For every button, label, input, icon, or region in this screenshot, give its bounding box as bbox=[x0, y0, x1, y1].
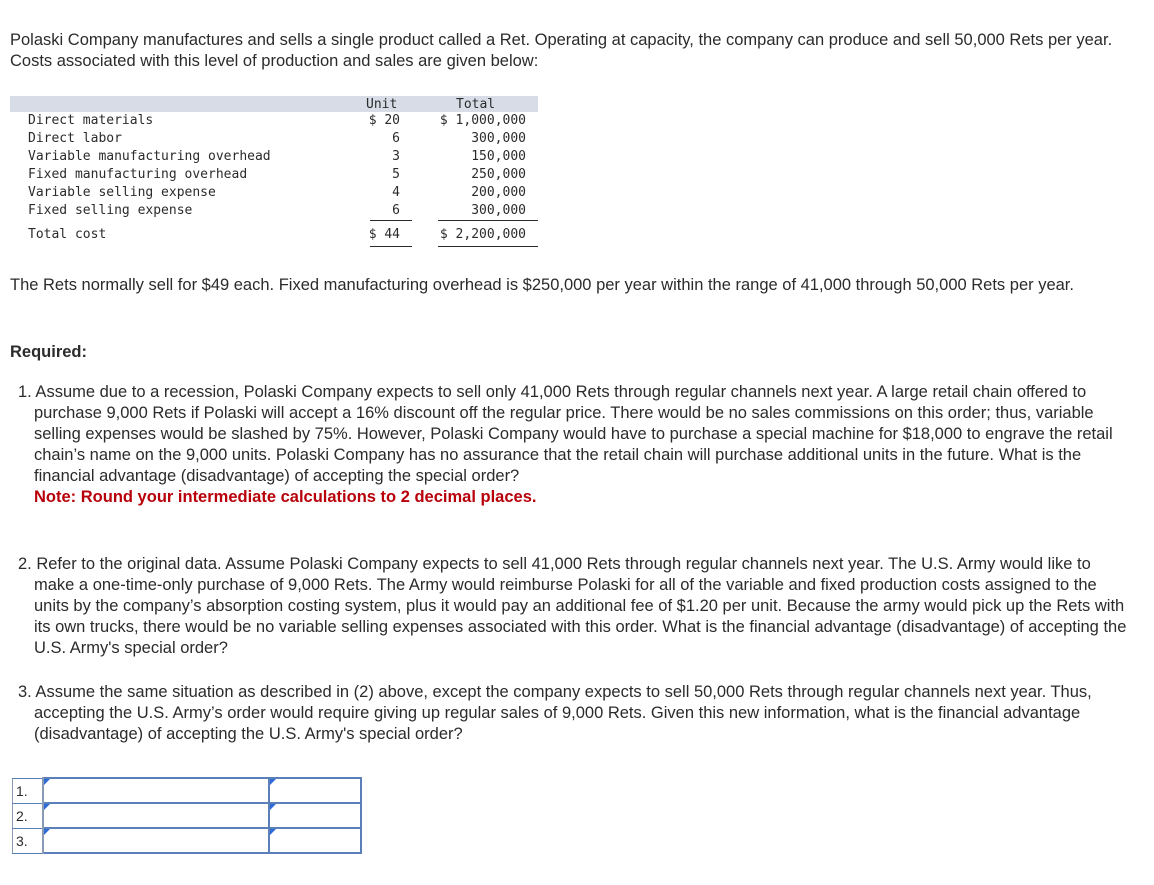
question-1 bbox=[10, 382, 1135, 508]
unit-cost: 6 bbox=[392, 131, 400, 146]
unit-cost: 5 bbox=[392, 167, 400, 182]
unit-cost: $ 20 bbox=[368, 113, 400, 128]
answer-2-amount-input[interactable] bbox=[270, 804, 360, 827]
input-flag-icon bbox=[44, 779, 50, 785]
input-flag-icon bbox=[44, 829, 50, 835]
answer-row bbox=[13, 828, 362, 853]
total-cost: 300,000 bbox=[471, 131, 526, 146]
answer-table bbox=[12, 777, 362, 854]
cost-label: Direct materials bbox=[28, 113, 154, 128]
cost-row bbox=[10, 166, 538, 184]
answer-row-number: 3. bbox=[13, 828, 44, 853]
total-cost-label: Total cost bbox=[28, 227, 107, 242]
unit-cost: 3 bbox=[392, 149, 400, 164]
total-total-double-rule bbox=[438, 246, 538, 247]
cost-label: Fixed selling expense bbox=[28, 203, 193, 218]
cost-row bbox=[10, 130, 538, 148]
unit-cost: 4 bbox=[392, 185, 400, 200]
required-heading: Required: bbox=[10, 343, 88, 361]
total-cost: 150,000 bbox=[471, 149, 526, 164]
question-1-text: 1. Assume due to a recession, Polaski Company expects to sell only 41,000 Rets through regular channels next year. A large retail chain offered to purchase 9,000 Rets if Polaski will accept a 16% discount off the regular price. There would be no sales commissions on this order; thus, variable selling expenses would be slashed by 75%. However, Polaski Company would have to purchase a special machine for $18,000 to engrave the retail chain’s name on the 9,000 units. Polaski Company has no assurance that the retail chain will purchase additional units in the future. What is the financial advantage (disadvantage) of accepting the special order? bbox=[18, 383, 1113, 485]
answer-3-label-input[interactable] bbox=[44, 829, 268, 852]
total-cost: 200,000 bbox=[471, 185, 526, 200]
cost-label: Fixed manufacturing overhead bbox=[28, 167, 248, 182]
total-cost-row bbox=[10, 226, 538, 244]
unit-column-header: Unit bbox=[366, 97, 398, 112]
cost-label: Variable selling expense bbox=[28, 185, 216, 200]
answer-row-number: 1. bbox=[13, 778, 44, 803]
total-column-header: Total bbox=[456, 97, 496, 112]
input-flag-icon bbox=[270, 804, 276, 810]
answer-1-amount-input[interactable] bbox=[270, 779, 360, 802]
cost-table-header bbox=[10, 96, 538, 112]
total-unit-cost: $ 44 bbox=[368, 227, 400, 242]
question-2 bbox=[10, 554, 1135, 659]
price-paragraph: The Rets normally sell for $49 each. Fixed manufacturing overhead is $250,000 per year within the range of 41,000 through 50,000 Rets per year. bbox=[10, 276, 1074, 294]
total-total-cost: $ 2,200,000 bbox=[439, 227, 526, 242]
cost-row bbox=[10, 112, 538, 130]
unit-total-double-rule bbox=[370, 246, 412, 247]
cost-table bbox=[10, 96, 538, 244]
input-flag-icon bbox=[270, 829, 276, 835]
total-subtotal-rule bbox=[438, 220, 538, 221]
unit-cost: 6 bbox=[392, 203, 400, 218]
cost-row bbox=[10, 184, 538, 202]
answer-2-label-input[interactable] bbox=[44, 804, 268, 827]
input-flag-icon bbox=[44, 804, 50, 810]
total-cost: 250,000 bbox=[471, 167, 526, 182]
rounding-note: Note: Round your intermediate calculations to 2 decimal places. bbox=[34, 488, 537, 506]
intro-paragraph: Polaski Company manufactures and sells a single product called a Ret. Operating at capacity, the company can produce and sell 50,000 Rets per year. Costs associated with this level of production and sales are given below: bbox=[10, 31, 1113, 70]
unit-subtotal-rule bbox=[370, 220, 412, 221]
cost-row bbox=[10, 202, 538, 220]
total-cost: $ 1,000,000 bbox=[439, 113, 526, 128]
cost-label: Variable manufacturing overhead bbox=[28, 149, 271, 164]
input-flag-icon bbox=[270, 779, 276, 785]
total-cost: 300,000 bbox=[471, 203, 526, 218]
cost-row bbox=[10, 148, 538, 166]
question-3 bbox=[10, 682, 1135, 745]
answer-3-amount-input[interactable] bbox=[270, 829, 360, 852]
answer-row bbox=[13, 778, 362, 803]
answer-row bbox=[13, 803, 362, 828]
answer-1-label-input[interactable] bbox=[44, 779, 268, 802]
question-3-text: 3. Assume the same situation as described in (2) above, except the company expects to sell 50,000 Rets through regular channels next year. Thus, accepting the U.S. Army’s order would require giving up regular sales of 9,000 Rets. Given this new information, what is the financial advantage (disadvantage) of accepting the U.S. Army's special order? bbox=[18, 683, 1092, 743]
cost-label: Direct labor bbox=[28, 131, 122, 146]
answer-row-number: 2. bbox=[13, 803, 44, 828]
question-2-text: 2. Refer to the original data. Assume Polaski Company expects to sell 41,000 Rets through regular channels next year. The U.S. Army would like to make a one-time-only purchase of 9,000 Rets. The Army would reimburse Polaski for all of the variable and fixed production costs assigned to the units by the company’s absorption costing system, plus it would pay an additional fee of $1.20 per unit. Because the army would pick up the Rets with its own trucks, there would be no variable selling expenses associated with this order. What is the financial advantage (disadvantage) of accepting the U.S. Army's special order? bbox=[18, 555, 1127, 657]
